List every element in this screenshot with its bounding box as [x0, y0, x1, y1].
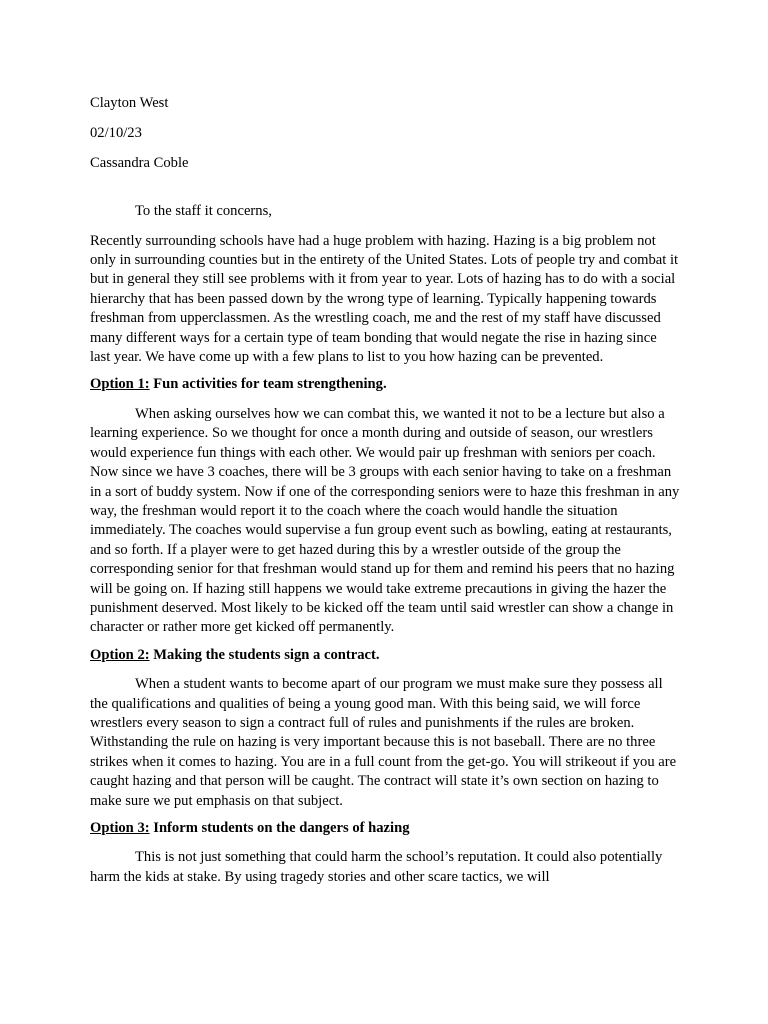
- author-name: Clayton West: [90, 95, 169, 111]
- letter-body: [90, 94, 680, 895]
- letter-date: 02/10/23: [90, 124, 142, 141]
- option-2-label: Option 2:: [90, 646, 150, 663]
- option-1-heading: [90, 375, 680, 394]
- option-2-heading: [90, 646, 680, 665]
- recipient-name: Cassandra Coble: [90, 154, 189, 171]
- option-2-title: Making the students sign a contract.: [153, 646, 380, 663]
- intro-paragraph: Recently surrounding schools have had a huge problem with hazing. Hazing is a big problem not only in surrounding counties but in the entirety of the United States. Lots of people try and combat it but in general they still see problems with it from year to year. Lots of hazing has to do with a social hierarchy that has been passed down by the wrong type of learning. Typically happening towards freshman from upperclassmen. As the wrestling coach, me and the rest of my staff have discussed many different ways for a certain type of team bonding that would negate the rise in hazing since last year. We have come up with a few plans to list to you how hazing can be prevented.: [90, 232, 679, 366]
- option-3-label: Option 3:: [90, 820, 150, 836]
- option-1-label: Option 1:: [90, 376, 150, 393]
- option-1-paragraph: When asking ourselves how we can combat this, we wanted it not to be a lecture but also a learning experience. So we thought for once a month during and outside of season, our wrestlers would experience fun things with each other. We would pair up freshman with seniors per coach. Now since we have 3 coaches, there will be 3 groups with each senior having to take on a freshman in a sort of buddy system. Now if one of the corresponding seniors were to haze this freshman in any way, the freshman would report it to the coach where the coach would handle the situation immediately. The coaches would supervise a fun group event such as bowling, eating at restaurants, and so forth. If a player were to get hazed during this by a wrestler outside of the group the corresponding senior for that freshman would stand up for them and remind his peers that no hazing will be going on. If hazing still happens we would take extreme precautions in giving the hazer the punishment deserved. Most likely to be kicked off the team until said wrestler can show a change in character or rather more get kicked off permanently.: [90, 405, 680, 636]
- option-1-title: Fun activities for team strengthening.: [153, 376, 387, 393]
- option-2-paragraph: When a student wants to become apart of our program we must make sure they possess all the qualifications and qualities of being a young good man. With this being said, we will force wrestlers every season to sign a contract full of rules and punishments if the rules are broken. Withstanding the rule on hazing is very important because this is not baseball. There are no three strikes when it comes to hazing. You are in a full count from the get-go. You will strikeout if you are caught hazing and that person will be caught. The contract will state it’s own section on hazing to make sure we put emphasis on that subject.: [90, 676, 677, 809]
- option-3-paragraph: This is not just something that could harm the school’s reputation. It could also potentially harm the kids at stake. By using tragedy stories and other scare tactics, we will: [90, 849, 663, 885]
- salutation: To the staff it concerns,: [135, 203, 272, 220]
- option-3-heading: [90, 819, 680, 838]
- option-3-title: Inform students on the dangers of hazing: [153, 820, 410, 836]
